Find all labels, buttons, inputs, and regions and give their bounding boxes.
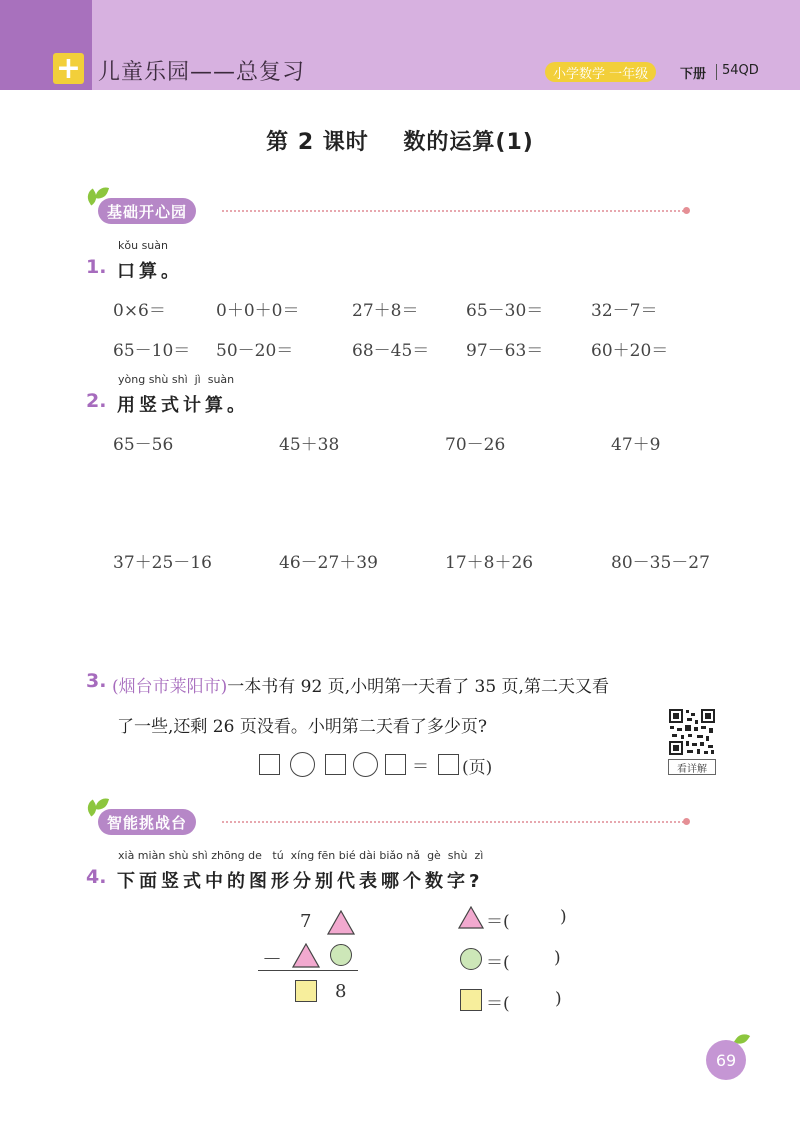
q1-expression: 0×6＝ bbox=[113, 301, 166, 321]
answer-prefix: ＝( bbox=[486, 912, 510, 932]
dotted-divider bbox=[222, 821, 684, 823]
q1-number: 1. bbox=[86, 256, 107, 278]
square-shape-icon bbox=[460, 989, 482, 1011]
q2-expression: 46－27＋39 bbox=[279, 553, 378, 573]
divider-end-dot bbox=[683, 207, 690, 214]
q1-prompt: 口算。 bbox=[117, 261, 183, 282]
header-divider bbox=[716, 64, 717, 80]
q1-expression: 60＋20＝ bbox=[591, 341, 669, 361]
answer-box[interactable] bbox=[385, 754, 406, 775]
q2-number: 2. bbox=[86, 390, 107, 412]
q3-source: (烟台市莱阳市) bbox=[112, 677, 228, 697]
q3-text: 一本书有 92 页,小明第一天看了 35 页,第二天又看 bbox=[227, 677, 609, 697]
q3-line2: 了一些,还剩 26 页没看。小明第二天看了多少页? bbox=[117, 717, 487, 737]
volume-label: 下册 bbox=[680, 67, 707, 82]
q4-pinyin: xià miàn shù shì zhōng de tú xíng fēn bié dài biǎo nǎ gè shù zì bbox=[118, 849, 484, 862]
answer-suffix: ) bbox=[555, 989, 562, 1009]
header-title: 儿童乐园——总复习 bbox=[98, 60, 306, 85]
section-banner-basic: 基础开心园 bbox=[98, 198, 196, 224]
circle-answer-blank[interactable] bbox=[508, 948, 558, 970]
triangle-shape-icon bbox=[292, 943, 320, 968]
divider-end-dot bbox=[683, 818, 690, 825]
q2-expression: 80－35－27 bbox=[611, 553, 710, 573]
q1-expression: 65－30＝ bbox=[466, 301, 544, 321]
q1-expression: 65－10＝ bbox=[113, 341, 191, 361]
q1-expression: 32－7＝ bbox=[591, 301, 658, 321]
triangle-shape-icon bbox=[327, 910, 355, 935]
q3-number: 3. bbox=[86, 670, 107, 692]
equals-sign: ＝ bbox=[412, 757, 429, 777]
answer-box[interactable] bbox=[259, 754, 280, 775]
answer-suffix: ) bbox=[554, 948, 561, 968]
q4-number: 4. bbox=[86, 866, 107, 888]
page-number: 69 bbox=[715, 1050, 737, 1070]
subtraction-line bbox=[258, 970, 358, 971]
answer-box[interactable] bbox=[325, 754, 346, 775]
unit-label: (页) bbox=[462, 758, 493, 778]
lesson-title: 第 2 课时 数的运算(1) bbox=[266, 130, 534, 155]
q2-pinyin: yòng shù shì jì suàn bbox=[118, 373, 235, 386]
result-digit: 8 bbox=[335, 981, 347, 1002]
q2-expression: 47＋9 bbox=[611, 435, 661, 455]
q1-expression: 50－20＝ bbox=[216, 341, 294, 361]
square-answer-blank[interactable] bbox=[508, 989, 558, 1011]
answer-box[interactable] bbox=[438, 754, 459, 775]
circle-shape-icon bbox=[460, 948, 482, 970]
subject-badge: 小学数学 一年级 bbox=[545, 62, 656, 82]
view-solution-label[interactable]: 看详解 bbox=[668, 759, 716, 775]
triangle-shape-icon bbox=[458, 906, 484, 929]
qr-code-icon[interactable] bbox=[668, 708, 716, 756]
edition-code: 54QD bbox=[722, 63, 759, 78]
dotted-divider bbox=[222, 210, 684, 212]
q1-expression: 0＋0＋0＝ bbox=[216, 301, 300, 321]
q1-expression: 97－63＝ bbox=[466, 341, 544, 361]
q1-expression: 68－45＝ bbox=[352, 341, 430, 361]
q2-expression: 37＋25－16 bbox=[113, 553, 212, 573]
answer-suffix: ) bbox=[560, 907, 567, 927]
top-digit: 7 bbox=[300, 911, 312, 932]
section-banner-challenge: 智能挑战台 bbox=[98, 809, 196, 835]
q2-expression: 65－56 bbox=[113, 435, 174, 455]
q2-expression: 17＋8＋26 bbox=[445, 553, 534, 573]
q1-pinyin: kǒu suàn bbox=[118, 239, 168, 252]
q3-line1 bbox=[112, 672, 609, 697]
circle-shape-icon bbox=[330, 944, 352, 966]
square-shape-icon bbox=[295, 980, 317, 1002]
operator-circle[interactable] bbox=[290, 752, 315, 777]
answer-prefix: ＝( bbox=[486, 953, 510, 973]
triangle-answer-blank[interactable] bbox=[508, 907, 558, 929]
operator-circle[interactable] bbox=[353, 752, 378, 777]
q4-prompt: 下面竖式中的图形分别代表哪个数字? bbox=[117, 871, 484, 892]
plus-icon: + bbox=[53, 53, 84, 84]
q2-prompt: 用竖式计算。 bbox=[117, 395, 249, 416]
answer-prefix: ＝( bbox=[486, 994, 510, 1014]
q2-expression: 70－26 bbox=[445, 435, 506, 455]
q1-expression: 27＋8＝ bbox=[352, 301, 419, 321]
minus-sign: － bbox=[262, 947, 282, 971]
q2-expression: 45＋38 bbox=[279, 435, 340, 455]
